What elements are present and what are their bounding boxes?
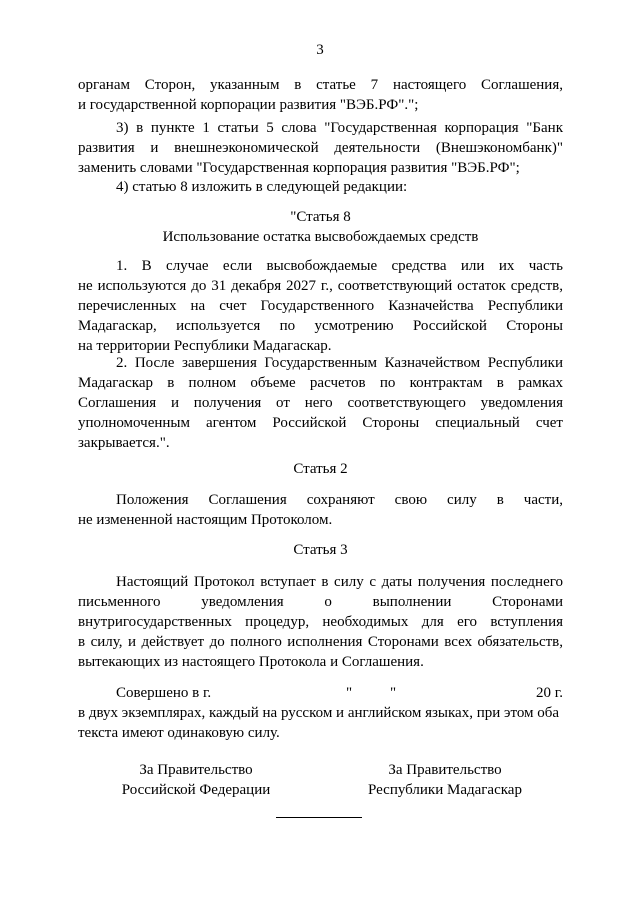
text-line: перечисленных на счет Государственного Казначейства Республики <box>78 298 563 314</box>
text-line: письменного уведомления о выполнении Сторонами <box>78 594 563 610</box>
date-quote-open: " <box>346 685 353 701</box>
item-3-paragraph <box>78 118 563 178</box>
signature-block-russia <box>96 760 296 800</box>
signature-line: Республики Мадагаскар <box>368 782 522 798</box>
article-heading: Статья 3 <box>293 542 348 558</box>
continuation-paragraph <box>78 75 563 115</box>
text-line: Соглашения и получения от него соответствующего уведомления <box>78 395 563 411</box>
article-3-heading <box>78 540 563 560</box>
article-8-heading <box>78 207 563 247</box>
text-line: Мадагаскар, используется по усмотрению Российской Стороны <box>78 318 563 334</box>
text-line: в силу, и действует до полного исполнения Сторонами всех обязательств, <box>78 634 563 650</box>
date-year: 20 г. <box>536 685 563 701</box>
article-2-paragraph <box>78 490 563 530</box>
bottom-divider <box>276 817 362 818</box>
text-line: 2. После завершения Государственным Казначейством Республики <box>116 355 563 371</box>
item-4-paragraph <box>78 177 563 197</box>
date-quote-close: " <box>390 685 397 701</box>
text-line: в двух экземплярах, каждый на русском и английском языках, при этом оба <box>78 705 560 721</box>
date-line <box>78 683 563 703</box>
article-8-point-1 <box>78 256 563 356</box>
text-line: Мадагаскар в полном объеме расчетов по контрактам в рамках <box>78 375 563 391</box>
done-at-label: Совершено в г. <box>116 685 212 701</box>
signature-line: За Правительство <box>139 762 253 778</box>
text-line: на территории Республики Мадагаскар. <box>78 338 332 354</box>
text-line: Настоящий Протокол вступает в силу с даты получения последнего <box>116 574 563 590</box>
done-at-paragraph <box>78 683 563 743</box>
article-heading: Статья 2 <box>293 461 348 477</box>
text-line: закрывается.". <box>78 435 170 451</box>
text-line: Положения Соглашения сохраняют свою силу в части, <box>116 492 563 508</box>
text-line: вытекающих из настоящего Протокола и Соглашения. <box>78 654 424 670</box>
text-line: и государственной корпорации развития "ВЭБ.РФ"."; <box>78 97 419 113</box>
text-line: 3) в пункте 1 статьи 5 слова "Государственная корпорация "Банк <box>116 120 563 136</box>
text-line: внутригосударственных процедур, необходимых для его вступления <box>78 614 563 630</box>
text-line: 1. В случае если высвобождаемые средства или их часть <box>116 258 563 274</box>
signature-line: Российской Федерации <box>121 782 271 798</box>
text-line: уполномоченным агентом Российской Стороны специальный счет <box>78 415 563 431</box>
article-title: Использование остатка высвобождаемых средств <box>162 229 479 245</box>
text-line: развития и внешнеэкономической деятельности (Внешэкономбанк)" <box>78 140 563 156</box>
text-line: не измененной настоящим Протоколом. <box>78 512 333 528</box>
article-8-point-2 <box>78 353 563 453</box>
text-line: заменить словами "Государственная корпорация развития "ВЭБ.РФ"; <box>78 160 520 176</box>
signature-line: За Правительство <box>388 762 502 778</box>
text-line: органам Сторон, указанным в статье 7 настоящего Соглашения, <box>78 77 563 93</box>
signature-block-madagascar <box>345 760 545 800</box>
article-3-paragraph <box>78 572 563 672</box>
text-line: 4) статью 8 изложить в следующей редакции: <box>116 179 408 195</box>
text-line: текста имеют одинаковую силу. <box>78 725 280 741</box>
page-number: 3 <box>316 42 324 58</box>
article-2-heading <box>78 459 563 479</box>
article-heading: "Статья 8 <box>290 209 351 225</box>
text-line: не используются до 31 декабря 2027 г., соответствующий остаток средств, <box>78 278 563 294</box>
